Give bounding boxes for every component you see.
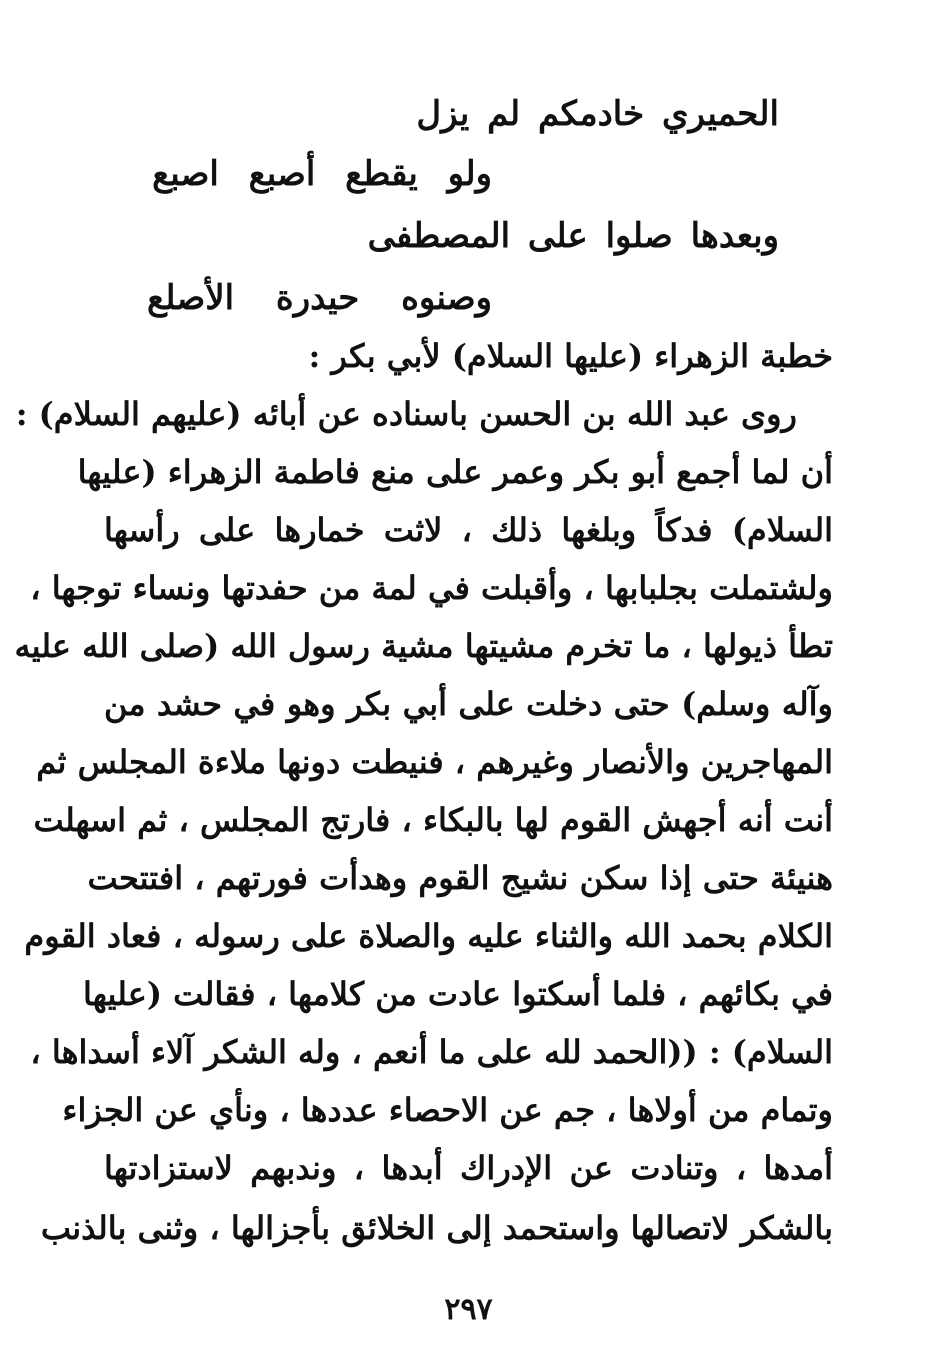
paragraph-line: وآله وسلم) حتى دخلت على أبي بكر وهو في حشد من — [104, 685, 833, 723]
poem-verse: وبعدها صلوا على المصطفى — [367, 216, 779, 256]
paragraph-line: المهاجرين والأنصار وغيرهم ، فنيطت دونها ملاءة المجلس ثم — [36, 743, 833, 781]
paragraph-line: بالشكر لاتصالها واستحمد إلى الخلائق بأجزالها ، وثنى بالذنب — [40, 1209, 833, 1247]
paragraph-line: ولشتملت بجلبابها ، وأقبلت في لمة من حفدتها ونساء توجها ، — [30, 569, 833, 607]
paragraph-line: في بكائهم ، فلما أسكتوا عادت من كلامها ، فقالت (عليها — [83, 975, 833, 1013]
paragraph-line: أن لما أجمع أبو بكر وعمر على منع فاطمة الزهراء (عليها — [77, 453, 833, 491]
paragraph-line: هنيئة حتى إذا سكن نشيج القوم وهدأت فورتهم ، افتتحت — [87, 859, 833, 897]
paragraph-line: السلام) : ((الحمد لله على ما أنعم ، وله الشكر آلاء أسداها ، — [30, 1033, 833, 1071]
paragraph-line: الكلام بحمد الله والثناء عليه والصلاة على رسوله ، فعاد القوم — [24, 917, 833, 955]
paragraph-line: روى عبد الله بن الحسن باسناده عن أبائه (عليهم السلام) : — [15, 395, 797, 433]
paragraph-line: تطأ ذيولها ، ما تخرم مشيتها مشية رسول الله (صلى الله عليه — [14, 627, 833, 665]
paragraph-line: وتمام من أولاها ، جم عن الاحصاء عددها ، ونأي عن الجزاء — [62, 1091, 833, 1129]
poem-verse: الحميري خادمكم لم يزل — [416, 94, 779, 134]
paragraph-line: السلام) فدكاً وبلغها ذلك ، لاثت خمارها على رأسها — [104, 511, 833, 549]
page-number: ٢٩٧ — [444, 1292, 493, 1327]
paragraph-line: أنت أنه أجهش القوم لها بالبكاء ، فارتج المجلس ، ثم اسهلت — [33, 801, 833, 839]
poem-verse: ولو يقطع أصبع اصبع — [152, 154, 492, 194]
paragraph-line: أمدها ، وتنادت عن الإدراك أبدها ، وندبهم لاستزادتها — [104, 1149, 833, 1187]
section-heading: خطبة الزهراء (عليها السلام) لأبي بكر : — [308, 337, 833, 375]
poem-verse: وصنوه حيدرة الأصلع — [146, 278, 492, 318]
